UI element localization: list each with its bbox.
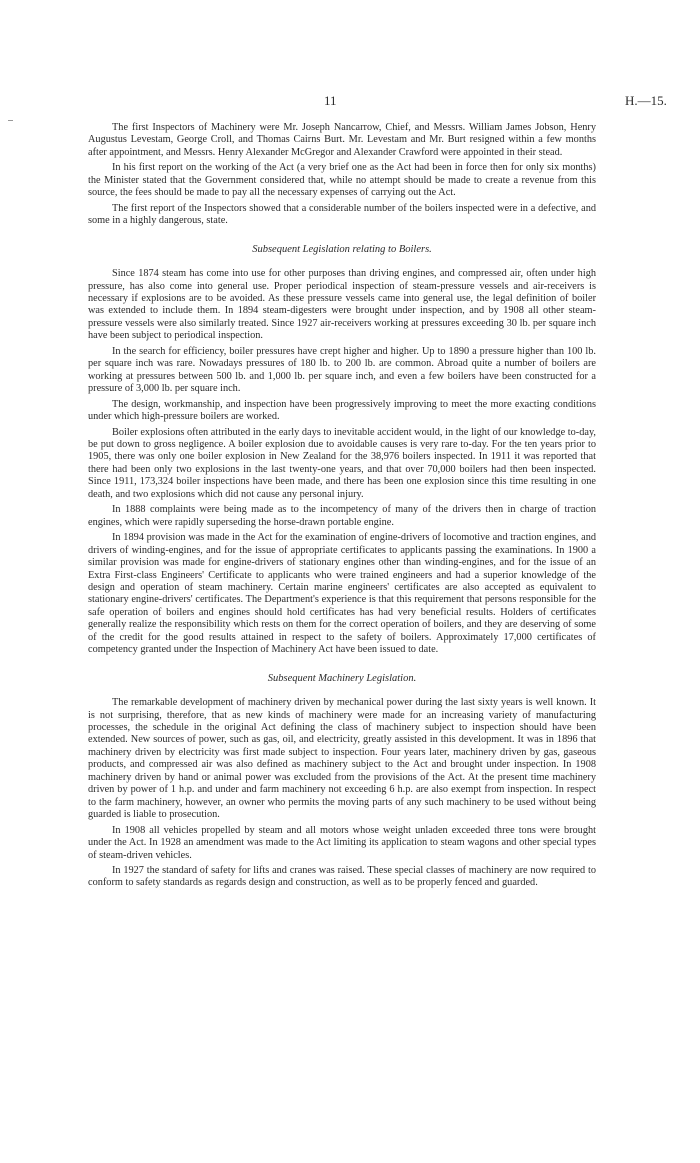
document-reference: H.—15. [625,93,667,108]
paragraph: The first report of the Inspectors showed that a considerable number of the boilers inspected were in a defective, and some in a highly dangerous, state. [88,202,596,227]
paragraph: In 1927 the standard of safety for lifts and cranes was raised. These special classes of machinery are now required to conform to safety standards as regards design and construction, as well as to be properly fenced and guarded. [88,865,596,889]
paragraph: In 1888 complaints were being made as to the incompetency of many of the drivers then in charge of traction engines, which were rapidly superseding the horse-drawn portable engine. [88,504,596,528]
paragraph: The remarkable development of machinery driven by mechanical power during the last sixty years is well known. It is not surprising, therefore, that as new kinds of machinery were made for an increasing variety of manufacturing processes, the schedule in the original Act defining the class of machinery subject to inspection should have been extended. New sources of power, such as gas, oil, and electricity, greatly assisted in this development. It was in 1896 that machinery driven by electricity was first made subject to inspection. Four years later, machinery driven by gas, gaseous products, and compressed air was also defined as machinery subject to the Act and brought under inspection. In 1908 machinery driven by hand or animal power was excluded from the provisions of the Act. At the present time machinery driven by power of 1 h.p. and under and farm machinery not exceeding 6 h.p. are also exempt from inspection. In respect to the farm machinery, however, an owner who permits the moving parts of any such machinery to be used without being guarded is liable to prosecution. [88,697,596,821]
paragraph: The first Inspectors of Machinery were Mr. Joseph Nancarrow, Chief, and Messrs. William James Jobson, Henry Augustus Levestam, George Croll, and Thomas Cairns Burt. Mr. Levestam and Mr. Burt resigned within a few months after appointment, and Messrs. Henry Alexander McGregor and Alexander Crawford were appointed in their stead. [88,122,596,158]
paragraph: In his first report on the working of the Act (a very brief one as the Act had been in force then for only six months) the Minister stated that the Government considered that, while no attempt should be made to create a revenue from this source, the fees should be made to pay all the necessary expenses of carrying out the Act. [88,162,596,199]
page-header [0,93,700,109]
paragraph: Boiler explosions often attributed in the early days to inevitable accident would, in the light of our knowledge to-day, be put down to gross negligence. A boiler explosion due to avoidable causes is very rare to-day. For the ten years prior to 1905, there was only one boiler explosion in New Zealand for the 38,976 boilers inspected. In 1911 it was reported that there had been only two explosions in the last twenty-one years, and that over 70,000 boilers had then been inspected. Since 1911, 173,324 boiler inspections have been made, and there has been one explosion since this time resulting in one death, and two explosions which did not cause any personal injury. [88,426,596,500]
section-heading: Subsequent Legislation relating to Boilers. [252,243,432,255]
margin-mark [8,120,13,121]
paragraph: In 1894 provision was made in the Act for the examination of engine-drivers of locomotive and traction engines, and drivers of winding-engines, and for the issue of appropriate certificates to applicants passing the examinations. In 1900 a similar provision was made for engine-drivers of stationary engines other than winding-engines, and for the issue of an Extra First-class Engineers' Certificate to applicants who were trained engineers and had a superior knowledge of the design and operation of steam machinery. Certain marine engineers' certificates are also accepted as equivalent to stationary engine-drivers' certificates. The Department's experience is that this requirement that persons responsible for the safe operation of boilers and engines should hold certificates has had very beneficial results. Holders of certificates generally realize the responsibility which rests on them for the correct operation of boilers, and they are deserving of some of the credit for the good results attained in respect to the safety of boilers. Approximately 17,000 certificates of competency granted under the Inspection of Machinery Act have been issued to date. [88,532,596,656]
section-heading: Subsequent Machinery Legislation. [267,672,417,684]
paragraph: In 1908 all vehicles propelled by steam and all motors whose weight unladen exceeded three tons were brought under the Act. In 1928 an amendment was made to the Act limiting its application to steam wagons and other special types of steam-driven vehicles. [88,824,596,861]
page-number: 11 [324,93,337,108]
page-body [88,122,596,893]
paragraph: The design, workmanship, and inspection have been progressively improving to meet the more exacting conditions under which high-pressure boilers are worked. [88,398,596,423]
paragraph: In the search for efficiency, boiler pressures have crept higher and higher. Up to 1890 a pressure higher than 100 lb. per square inch was rare. Nowadays pressures of 180 lb. to 200 lb. are common. Abroad quite a number of boilers are working at pressures between 500 lb. and 1,000 lb. per square inch, and even a few boilers have been constructed for a pressure of 3,000 lb. per square inch. [88,345,596,395]
paragraph: Since 1874 steam has come into use for other purposes than driving engines, and compressed air, often under high pressure, has also come into general use. Proper periodical inspection of steam-pressure vessels and air-receivers is necessary if explosions are to be avoided. As these pressure vessels came into general use, the legal definition of boiler was extended to include them. In 1894 steam-digesters were brought under inspection, and by 1908 all other steam-pressure vessels were also similarly treated. Since 1927 air-receivers working at pressures exceeding 30 lb. per square inch have been subject to periodical inspection. [88,268,596,342]
